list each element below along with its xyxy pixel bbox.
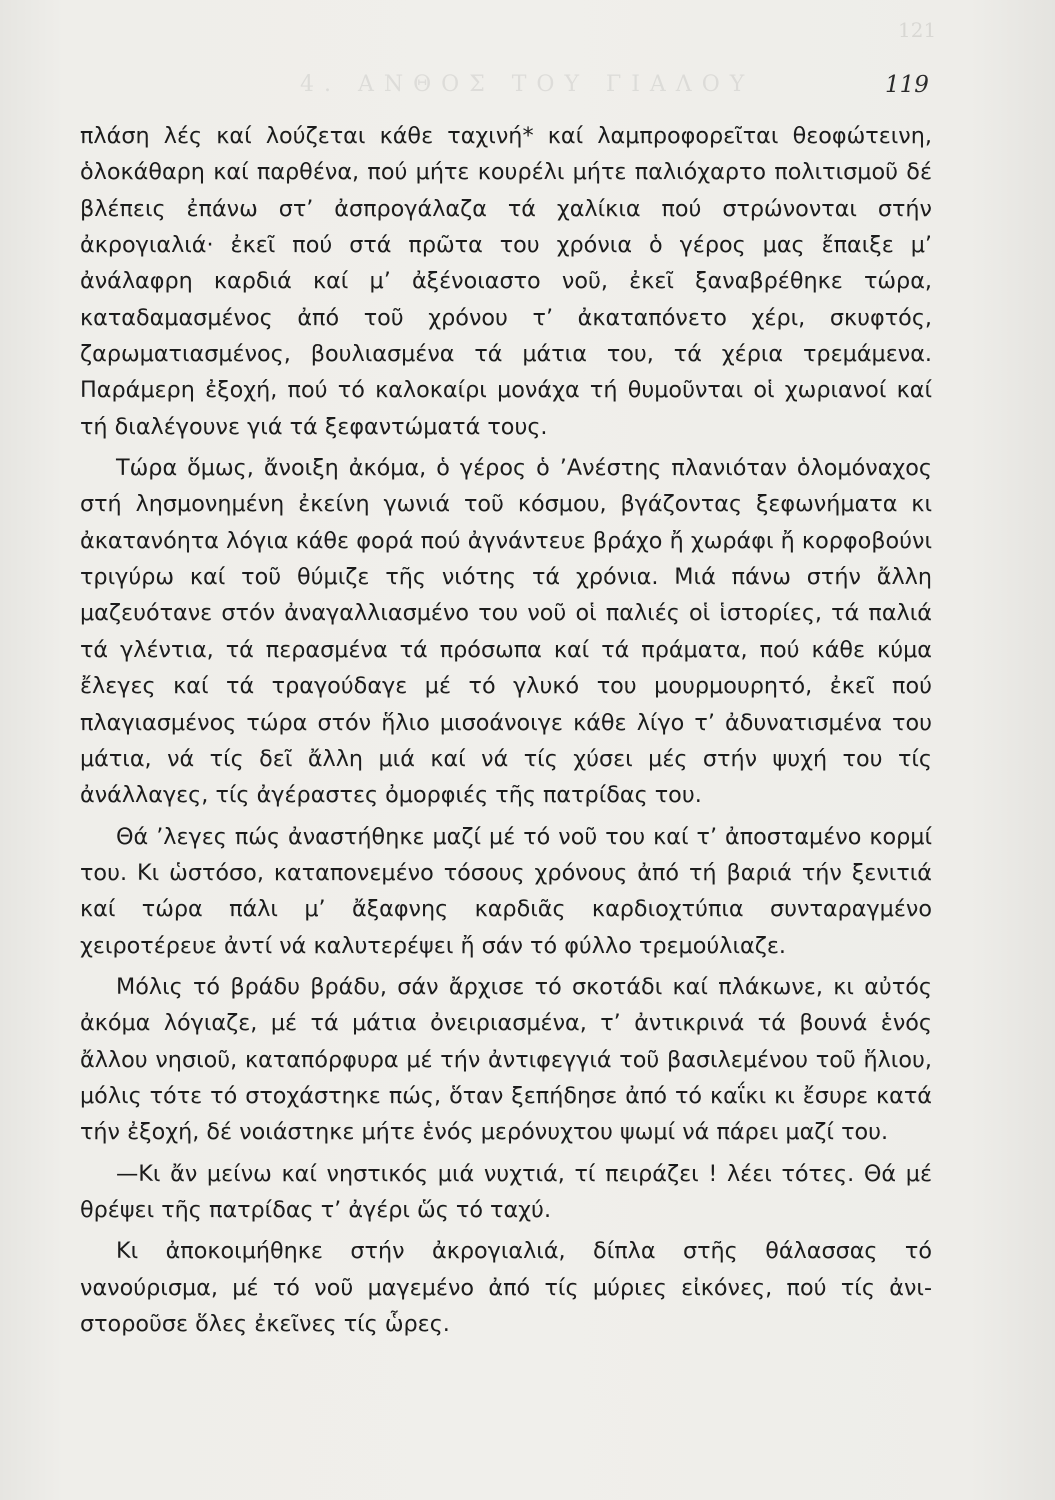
page-number: 119: [885, 72, 929, 98]
paragraph-1: πλάση λές καί λούζεται κάθε ταχινή* καί λαμπροφορεῖται θεοφώτεινη, ὁλοκάθαρη καί παρθένα, πού μήτε κουρέλι μήτε παλιόχαρτο πολιτισμοῦ δέ βλέπεις ἐπάνω στ’ ἀσπρογάλαζα τά χαλίκια πού στρώνονται στήν ἀκρογιαλιά· ἐκεῖ πού στά πρῶτα του χρόνια ὁ γέρος μας ἔπαιξε μ’ ἀνάλαφρη καρδιά καί μ’ ἀξένοιαστο νοῦ, ἐκεῖ ξαναβρέθηκε τώρα, καταδαμασμένος ἀπό τοῦ χρόνου τ’ ἀκαταπόνετο χέρι, σκυφτός, ζαρωματιασμένος, βουλιασμένα τά μάτια του, τά χέρια τρεμάμενα. Παράμερη ἐξοχή, πού τό καλοκαίρι μονάχα τή θυμοῦνται οἱ χωριανοί καί τή διαλέγουνε γιά τά ξεφαντώματά τους.: [80, 123, 932, 440]
bleed-through-page-number: 121: [898, 18, 937, 42]
paragraph-6: Κι ἀποκοιμήθηκε στήν ἀκρογιαλιά, δίπλα στῆς θάλασσας τό νανούρισμα, μέ τό νοῦ μαγεμένο ἀπό τίς μύριες εἰκόνες, πού τίς ἀνιστοροῦσε ὅλες ἐκεῖνες τίς ὧρες.: [80, 1238, 932, 1337]
body-text: [80, 118, 932, 1342]
paragraph-5-dialogue: —Κι ἄν μείνω καί νηστικός μιά νυχτιά, τί πειράζει ! λέει τότες. Θά μέ θρέψει τῆς πατρίδας τ’ ἀγέρι ὥς τό ταχύ.: [80, 1160, 932, 1223]
paragraph-2: Τώρα ὅμως, ἄνοιξη ἀκόμα, ὁ γέρος ὁ ’Ανέστης πλανιόταν ὁλομόναχος στή λησμονημένη ἐκείνη γωνιά τοῦ κόσμου, βγάζοντας ξεφωνήματα κι ἀκατανόητα λόγια κάθε φορά πού ἀγνάντευε βράχο ἤ χωράφι ἤ κορφοβούνι τριγύρω καί τοῦ θύμιζε τῆς νιότης τά χρόνια. Μιά πάνω στήν ἄλλη μαζευότανε στόν ἀναγαλλιασμένο του νοῦ οἱ παλιές οἱ ἱστορίες, τά παλιά τά γλέντια, τά περασμένα τά πρόσωπα καί τά πράματα, πού κάθε κύμα ἔλεγες καί τά τραγούδαγε μέ τό γλυκό του μουρμουρητό, ἐκεῖ πού πλαγιασμένος τώρα στόν ἥλιο μισοάνοιγε κάθε λίγο τ’ ἀδυνατισμένα του μάτια, νά τίς δεῖ ἄλλη μιά καί νά τίς χύσει μές στήν ψυχή του τίς ἀνάλλαγες, τίς ἀγέραστες ὀμορφιές τῆς πατρίδας του.: [80, 455, 932, 809]
paragraph-4: Μόλις τό βράδυ βράδυ, σάν ἄρχισε τό σκοτάδι καί πλάκωνε, κι αὐτός ἀκόμα λόγιαζε, μέ τά μάτια ὀνειριασμένα, τ’ ἀντικρινά τά βουνά ἑνός ἄλλου νησιοῦ, καταπόρφυρα μέ τήν ἀντιφεγγιά τοῦ βασιλεμένου τοῦ ἥλιου, μόλις τότε τό στοχάστηκε πώς, ὅταν ξεπήδησε ἀπό τό καΐκι κι ἔσυρε κατά τήν ἐξοχή, δέ νοιάστηκε μήτε ἑνός μερόνυχτου ψωμί νά πάρει μαζί του.: [80, 973, 932, 1146]
paragraph-3: Θά ’λεγες πώς ἀναστήθηκε μαζί μέ τό νοῦ του καί τ’ ἀποσταμένο κορμί του. Κι ὡστόσο, καταπονεμένο τόσους χρόνους ἀπό τή βαριά τήν ξενιτιά καί τώρα πάλι μ’ ἄξαφνης καρδιᾶς καρδιοχτύπια συνταραγμένο χειροτέρευε ἀντί νά καλυτερέψει ἤ σάν τό φύλλο τρεμούλιαζε.: [80, 823, 932, 959]
bleed-through-running-header: 4. ΑΝΘΟΣ ΤΟΥ ΓΙΑΛΟΥ: [300, 72, 755, 97]
